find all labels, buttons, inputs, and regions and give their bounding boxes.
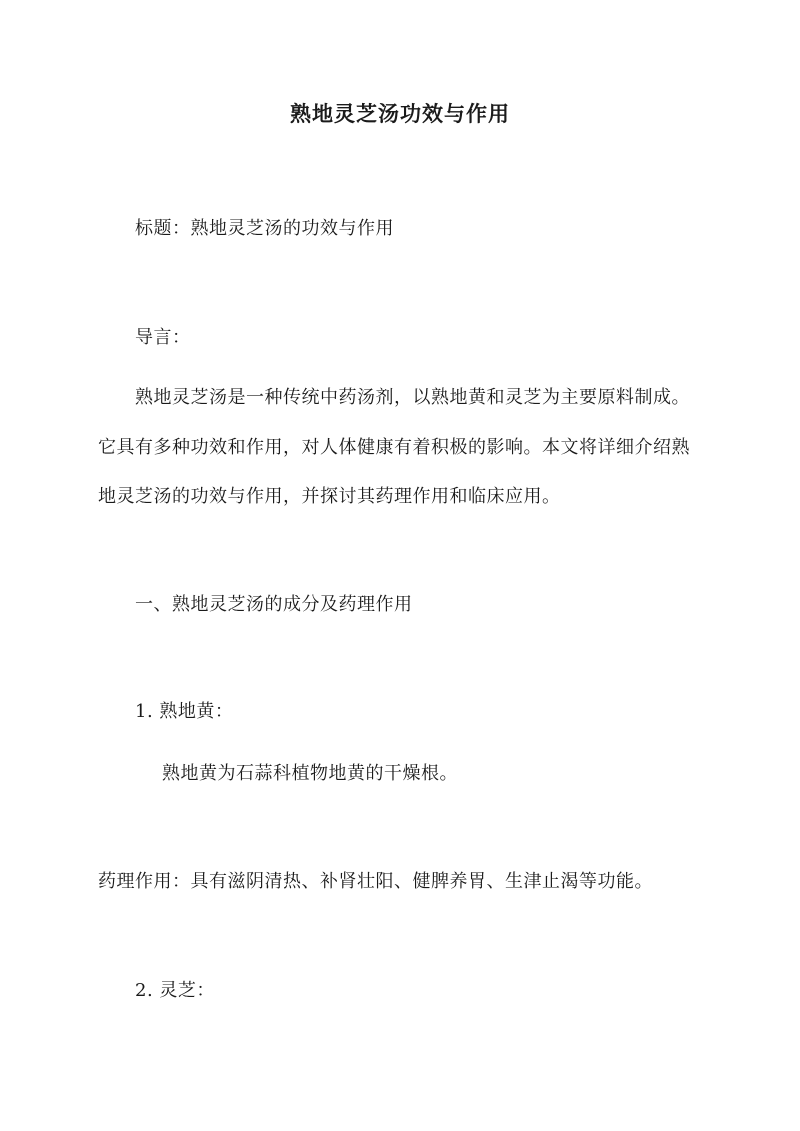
item2-heading: 2. 灵芝： [135, 980, 215, 1001]
intro-paragraph-line-3: 地灵芝汤的功效与作用，并探讨其药理作用和临床应用。 [98, 486, 561, 507]
item1-heading: 1. 熟地黄： [135, 701, 234, 722]
document-title: 熟地灵芝汤功效与作用 [290, 101, 510, 126]
subtitle-line: 标题：熟地灵芝汤的功效与作用 [135, 218, 394, 239]
intro-paragraph-line-1: 熟地灵芝汤是一种传统中药汤剂，以熟地黄和灵芝为主要原料制成。 [135, 387, 690, 408]
item1-description: 熟地黄为石蒜科植物地黄的干燥根。 [162, 763, 458, 784]
intro-heading: 导言： [135, 327, 191, 348]
item1-pharmacology: 药理作用：具有滋阴清热、补肾壮阳、健脾养胃、生津止渴等功能。 [98, 871, 653, 892]
section1-heading: 一、熟地灵芝汤的成分及药理作用 [135, 594, 413, 615]
intro-paragraph-line-2: 它具有多种功效和作用，对人体健康有着积极的影响。本文将详细介绍熟 [98, 437, 690, 458]
